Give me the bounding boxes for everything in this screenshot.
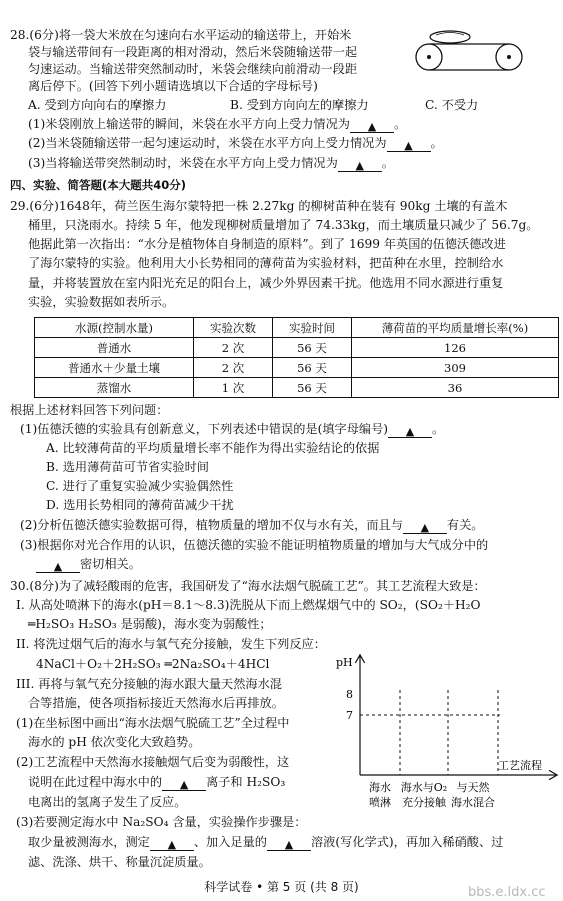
x-stage-label: 充分接触 [402, 796, 446, 809]
q30-step1a: I. 从高处喷淋下的海水(pH＝8.1～8.3)洗脱从下而上燃煤烟气中的 SO₂，(SO₂＋H₂O [16, 598, 481, 612]
q28-line-3: 匀速运动。当输送带突然制动时，米袋会继续向前滑动一段距 [28, 62, 358, 76]
q30-sub2a: (2)工艺流程中天然海水接触烟气后变为弱酸性，这 [16, 755, 290, 769]
answer-blank[interactable]: ▲ [338, 158, 382, 172]
table-header-cell: 水源(控制水量) [35, 318, 194, 338]
q29-sub1: (1)伍德沃德的实验具有创新意义，下列表述中错误的是(填字母编号) ▲ 。 [20, 422, 445, 438]
q29-sub1-option-d: D. 选用长势相同的薄荷苗减少干扰 [46, 498, 234, 512]
q30-step3a: III. 再将与氧气充分接触的海水跟大量天然海水混 [16, 677, 282, 691]
answer-blank[interactable]: ▲ [36, 559, 80, 573]
experiment-table [34, 317, 559, 398]
table-cell: 1 次 [194, 378, 273, 398]
table-cell: 56 天 [273, 378, 352, 398]
x-stage-label: 海水与O₂ [400, 781, 448, 794]
q29-sub3: (3)根据你对光合作用的认识，伍德沃德的实验不能证明植物质量的增加与大气成分中的 [20, 538, 489, 552]
table-row [35, 378, 559, 398]
q29-sub3-cont: ▲ 密切相关。 [36, 557, 141, 573]
table-cell: 普通水＋少量土壤 [35, 358, 194, 378]
q30-step1b: ═H₂SO₃ H₂SO₃ 是弱酸)，海水变为弱酸性； [28, 617, 272, 631]
table-cell: 2 次 [194, 338, 273, 358]
q29-line-3: 他据此第一次指出：“水分是植物体自身制造的原料”。到了 1699 年英国的伍德沃德改进 [28, 237, 506, 251]
y-tick-label: 8 [346, 688, 353, 701]
conveyor-belt-figure [410, 26, 528, 76]
table-header-cell: 实验次数 [194, 318, 273, 338]
q30-sub3a: (3)若要测定海水中 Na₂SO₄ 含量，实验操作步骤是： [16, 815, 307, 829]
y-axis-label: pH [336, 656, 353, 669]
q29-line-4: 了海尔蒙特的实验。他利用大小长势相同的薄荷苗为实验材料，把苗种在水里，控制给水 [28, 256, 504, 270]
q29-sub1-option-c: C. 进行了重复实验减少实验偶然性 [46, 479, 234, 493]
y-tick-label: 7 [346, 709, 353, 722]
table-cell: 309 [352, 358, 559, 378]
watermark: bbs.e.ldx.cc [468, 885, 546, 900]
q30-sub3b: 取少量被测海水，测定 ▲ 、加入足量的 ▲ 溶液(写化学式)，再加入稀硝酸、过 [28, 835, 504, 851]
table-cell: 56 天 [273, 338, 352, 358]
table-cell: 2 次 [194, 358, 273, 378]
q30-sub2b: 说明在此过程中海水中的 ▲ 离子和 H₂SO₃ [28, 775, 286, 791]
q28-line-1: 28.(6分)将一袋大米放在匀速向右水平运动的输送带上，开始米 [10, 28, 352, 42]
answer-blank[interactable]: ▲ [387, 138, 431, 152]
q29-line-2: 桶里，只浇雨水。持续 5 年，他发现柳树质量增加了 74.33kg，而土壤质量只减少了 56.7g。 [28, 218, 539, 232]
x-stage-labels [369, 780, 495, 809]
answer-blank[interactable]: ▲ [350, 119, 394, 133]
table-cell: 36 [352, 378, 559, 398]
table-row [35, 358, 559, 378]
x-stage-label: 海水 [369, 781, 391, 794]
answer-blank[interactable]: ▲ [150, 837, 194, 851]
table-cell: 56 天 [273, 358, 352, 378]
page-footer: 科学试卷 • 第 5 页 (共 8 页) [204, 880, 359, 894]
x-stage-label: 喷淋 [369, 796, 391, 809]
q29-sub2: (2)分析伍德沃德实验数据可得，植物质量的增加不仅与水有关，而且与 ▲ 有关。 [20, 518, 484, 534]
q28-sub3: (3)当将输送带突然制动时，米袋在水平方向上受力情况为 ▲ 。 [28, 156, 394, 172]
q30-sub2d: 电离出的氢离子发生了反应。 [28, 795, 187, 809]
q28-option-c: C. 不受力 [425, 98, 479, 112]
x-stage-label: 与天然 [456, 781, 490, 794]
q30-sub1a: (1)在坐标图中画出“海水法烟气脱硫工艺”全过程中 [16, 716, 290, 730]
q29-sub1-option-a: A. 比较薄荷苗的平均质量增长率不能作为得出实验结论的依据 [46, 441, 380, 455]
table-header-cell: 薄荷苗的平均质量增长率(%) [352, 318, 559, 338]
q29-line-6: 实验，实验数据如表所示。 [28, 295, 175, 309]
q28-line-2: 袋与输送带间有一段距离的相对滑动，然后米袋随输送带一起 [28, 45, 358, 59]
q30-step2: II. 将洗过烟气后的海水与氧气充分接触，发生下列反应： [16, 637, 326, 651]
x-axis-label: 工艺流程 [498, 759, 542, 772]
q30-reaction: 4NaCl＋O₂＋2H₂SO₃ ═2Na₂SO₄＋4HCl [36, 657, 270, 671]
q28-option-a: A. 受到方向向右的摩擦力 [28, 98, 167, 112]
q28-option-b: B. 受到方向向左的摩擦力 [230, 98, 369, 112]
answer-blank[interactable]: ▲ [388, 424, 432, 438]
table-cell: 蒸馏水 [35, 378, 194, 398]
section-heading: 四、实验、简答题(本大题共40分) [10, 178, 187, 192]
q29-after: 根据上述材料回答下列问题： [10, 403, 169, 417]
q28-sub2: (2)当米袋随输送带一起匀速运动时，米袋在水平方向上受力情况为 ▲ 。 [28, 136, 443, 152]
q30-sub1b: 海水的 pH 依次变化大致趋势。 [28, 735, 201, 749]
q29-sub1-option-b: B. 选用薄荷苗可节省实验时间 [46, 460, 209, 474]
q30-sub3e: 滤、洗涤、烘干、称量沉淀质量。 [28, 855, 211, 869]
answer-blank[interactable]: ▲ [267, 837, 311, 851]
table-header-row [35, 318, 559, 338]
q29-line-5: 量，并将装置放在室内阳光充足的阳台上，减少外界因素干扰。他选用不同水源进行重复 [28, 276, 504, 290]
table-cell: 普通水 [35, 338, 194, 358]
q29-line-1: 29.(6分)1648年，荷兰医生海尔蒙特把一株 2.27kg 的柳树苗种在装有 90kg 土壤的有盖木 [10, 199, 508, 213]
q30-step3b: 合等措施，使各项指标接近天然海水后再排放。 [28, 696, 284, 710]
answer-blank[interactable]: ▲ [403, 520, 447, 534]
table-row [35, 338, 559, 358]
table-header-cell: 实验时间 [273, 318, 352, 338]
q28-line-4: 离后停下。(回答下列小题请选填以下合适的字母标号) [28, 79, 318, 93]
table-cell: 126 [352, 338, 559, 358]
x-stage-label: 海水混合 [451, 796, 495, 809]
q28-sub1: (1)米袋刚放上输送带的瞬间，米袋在水平方向上受力情况为 ▲ 。 [28, 117, 407, 133]
ph-coordinate-chart [330, 650, 560, 835]
answer-blank[interactable]: ▲ [162, 777, 206, 791]
q30-intro: 30.(8分)为了减轻酸雨的危害，我国研发了“海水法烟气脱硫工艺”。其工艺流程大致是： [10, 579, 486, 593]
